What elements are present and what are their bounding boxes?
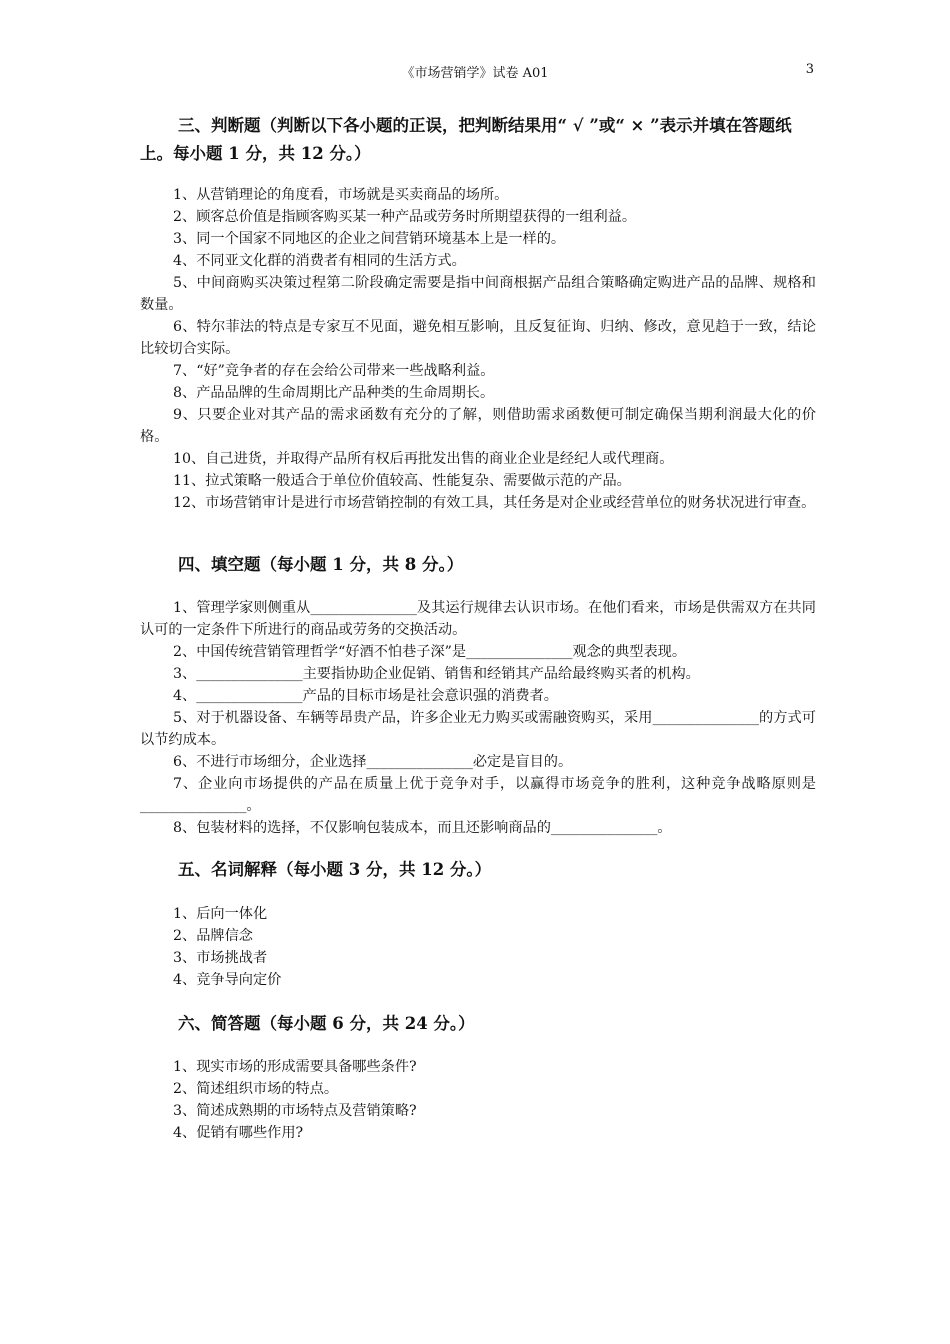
list-item: 5、中间商购买决策过程第二阶段确定需要是指中间商根据产品组合策略确定购进产品的品牌、规格和数量。: [140, 275, 816, 313]
list-item: 3、同一个国家不同地区的企业之间营销环境基本上是一样的。: [173, 231, 566, 247]
section-5-list: [140, 903, 816, 991]
list-item: 1、从营销理论的角度看，市场就是买卖商品的场所。: [173, 187, 509, 203]
list-item: 1、后向一体化: [173, 906, 268, 922]
page-header: [0, 62, 950, 82]
list-item: 4、不同亚文化群的消费者有相同的生活方式。: [173, 253, 466, 269]
section-3-list: [140, 184, 816, 514]
list-item: 3、简述成熟期的市场特点及营销策略?: [173, 1103, 417, 1119]
header-title: 《市场营销学》试卷 A01: [401, 66, 549, 81]
page-number: 3: [805, 62, 814, 77]
list-item: 11、拉式策略一般适合于单位价值较高、性能复杂、需要做示范的产品。: [173, 473, 631, 489]
section-4-list: [140, 597, 816, 839]
list-item: 6、不进行市场细分，企业选择_______________必定是盲目的。: [173, 754, 573, 770]
list-item: 4、竞争导向定价: [173, 972, 282, 988]
section-4-heading: 四、填空题（每小题 1 分，共 8 分。）: [178, 555, 464, 574]
list-item: 2、中国传统营销管理哲学“好酒不怕巷子深”是_______________观念的典型表现。: [173, 644, 687, 660]
section-6-heading: 六、简答题（每小题 6 分，共 24 分。）: [178, 1014, 475, 1033]
list-item: 3、市场挑战者: [173, 950, 268, 966]
list-item: 1、现实市场的形成需要具备哪些条件?: [173, 1059, 417, 1075]
list-item: 2、顾客总价值是指顾客购买某一种产品或劳务时所期望获得的一组利益。: [173, 209, 637, 225]
section-6-list: [140, 1056, 816, 1144]
list-item: 2、简述组织市场的特点。: [173, 1081, 339, 1097]
list-item: 4、_______________产品的目标市场是社会意识强的消费者。: [173, 688, 558, 704]
list-item: 4、促销有哪些作用?: [173, 1125, 304, 1141]
list-item: 10、自己进货，并取得产品所有权后再批发出售的商业企业是经纪人或代理商。: [173, 451, 674, 467]
list-item: 3、_______________主要指协助企业促销、销售和经销其产品给最终购买者的机构。: [173, 666, 700, 682]
list-item: 9、只要企业对其产品的需求函数有充分的了解，则借助需求函数便可制定确保当期利润最大化的价格。: [140, 407, 816, 445]
list-item: 8、包装材料的选择，不仅影响包装成本，而且还影响商品的_______________。: [173, 820, 672, 836]
section-3-heading: 三、判断题（判断以下各小题的正误，把判断结果用“ √ ”或“ × ”表示并填在答题纸上。每小题 1 分，共 12 分。）: [140, 116, 792, 163]
list-item: 7、“好”竞争者的存在会给公司带来一些战略利益。: [173, 363, 495, 379]
list-item: 2、品牌信念: [173, 928, 253, 944]
list-item: 12、市场营销审计是进行市场营销控制的有效工具，其任务是对企业或经营单位的财务状况进行审查。: [173, 495, 816, 511]
list-item: 8、产品品牌的生命周期比产品种类的生命周期长。: [173, 385, 495, 401]
list-item: 5、对于机器设备、车辆等昂贵产品，许多企业无力购买或需融资购买，采用_______________的方式可以节约成本。: [140, 710, 816, 748]
list-item: 6、特尔菲法的特点是专家互不见面，避免相互影响，且反复征询、归纳、修改，意见趋于一致，结论比较切合实际。: [140, 319, 816, 357]
list-item: 1、管理学家则侧重从_______________及其运行规律去认识市场。在他们看来，市场是供需双方在共同认可的一定条件下所进行的商品或劳务的交换活动。: [140, 600, 816, 638]
section-5-heading: 五、名词解释（每小题 3 分，共 12 分。）: [178, 860, 492, 879]
list-item: 7、企业向市场提供的产品在质量上优于竞争对手，以赢得市场竞争的胜利，这种竞争战略原则是_______________。: [140, 776, 816, 814]
